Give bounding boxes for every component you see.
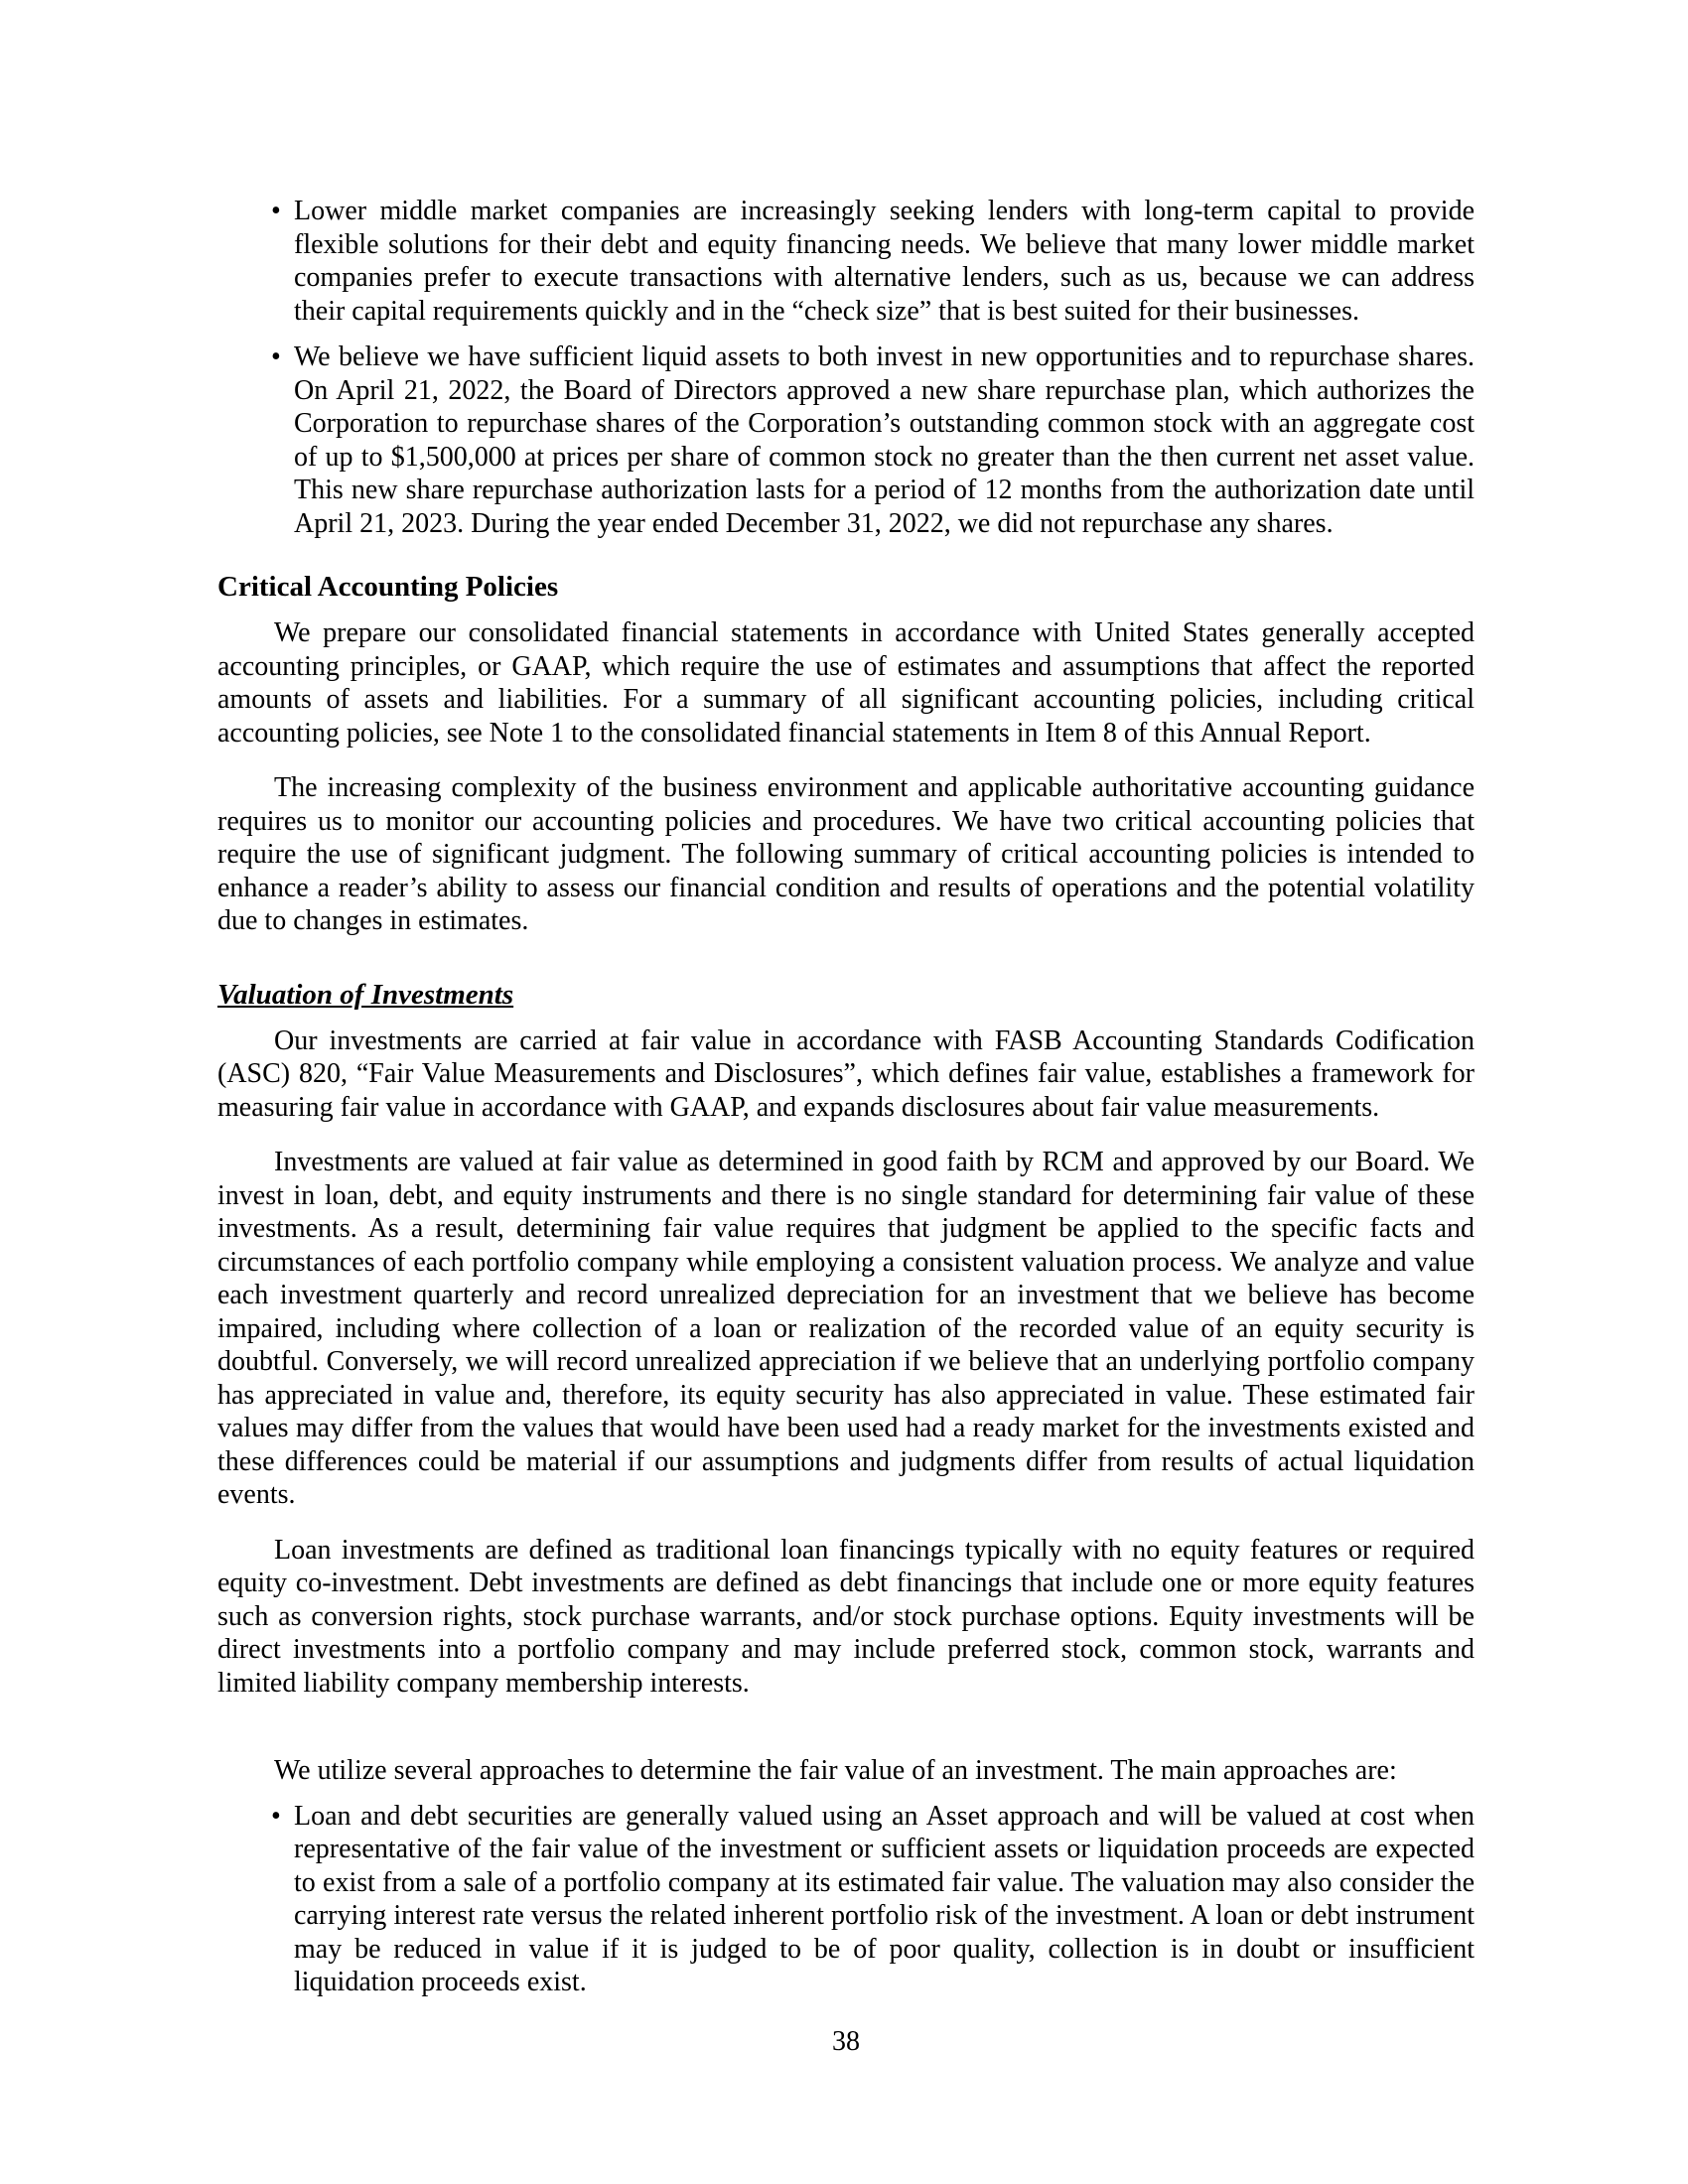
paragraph: Loan investments are defined as traditional loan financings typically with no equity features or required equity co-investment. Debt investments are defined as debt financings that include one or more equity features such as conversion rights, stock purchase warrants, and/or stock purchase options. Equity investments will be direct investments into a portfolio company and may include preferred stock, common stock, warrants and limited liability company membership interests. <box>217 1534 1475 1699</box>
list-item <box>217 195 1475 328</box>
bullet-text: We believe we have sufficient liquid assets to both invest in new opportunities and to repurchase shares. On April 21, 2022, the Board of Directors approved a new share repurchase plan, which authorizes the Corporation to repurchase shares of the Corporation’s outstanding common stock with an aggregate cost of up to $1,500,000 at prices per share of common stock no greater than the then current net asset value. This new share repurchase authorization lasts for a period of 12 months from the authorization date until April 21, 2023. During the year ended December 31, 2022, we did not repurchase any shares. <box>294 341 1475 539</box>
bullet-icon: • <box>271 196 281 226</box>
list-item <box>217 341 1475 540</box>
bullet-text: Lower middle market companies are increasingly seeking lenders with long-term capital to provide flexible solutions for their debt and equity financing needs. We believe that many lower middle market companies prefer to execute transactions with alternative lenders, such as us, because we can address their capital requirements quickly and in the “check size” that is best suited for their businesses. <box>294 196 1475 327</box>
paragraph: The increasing complexity of the business environment and applicable authoritative accounting guidance requires us to monitor our accounting policies and procedures. We have two critical accounting policies that require the use of significant judgment. The following summary of critical accounting policies is intended to enhance a reader’s ability to assess our financial condition and results of operations and the potential volatility due to changes in estimates. <box>217 772 1475 936</box>
paragraph: Investments are valued at fair value as determined in good faith by RCM and approved by our Board. We invest in loan, debt, and equity instruments and there is no single standard for determining fair value of these investments. As a result, determining fair value requires that judgment be applied to the specific facts and circumstances of each portfolio company while employing a consistent valuation process. We analyze and value each investment quarterly and record unrealized depreciation for an investment that we believe has become impaired, including where collection of a loan or realization of the recorded value of an equity security is doubtful. Conversely, we will record unrealized appreciation if we believe that an underlying portfolio company has appreciated in value and, therefore, its equity security has also appreciated in value. These estimated fair values may differ from the values that would have been used had a ready market for the investments existed and these differences could be material if our assumptions and judgments differ from results of actual liquidation events. <box>217 1147 1475 1510</box>
paragraph: We prepare our consolidated financial statements in accordance with United States generally accepted accounting principles, or GAAP, which require the use of estimates and assumptions that affect the reported amounts of assets and liabilities. For a summary of all significant accounting policies, including critical accounting policies, see Note 1 to the consolidated financial statements in Item 8 of this Annual Report. <box>217 617 1475 749</box>
list-item <box>217 1800 1475 1999</box>
page-number: 38 <box>832 2025 860 2057</box>
section-heading-critical-accounting-policies: Critical Accounting Policies <box>217 571 559 603</box>
approaches-bullet-list <box>217 1800 1475 1999</box>
subsection-heading-valuation-of-investments: Valuation of Investments <box>217 978 514 1011</box>
paragraph: Our investments are carried at fair value in accordance with FASB Accounting Standards Codification (ASC) 820, “Fair Value Measurements and Disclosures”, which defines fair value, establishes a framework for measuring fair value in accordance with GAAP, and expands disclosures about fair value measurements. <box>217 1024 1475 1123</box>
bullet-icon: • <box>271 1800 281 1832</box>
top-bullet-list <box>217 195 1475 540</box>
paragraph-approaches-intro: We utilize several approaches to determine the fair value of an investment. The main approaches are: <box>274 1755 1397 1786</box>
bullet-text: Loan and debt securities are generally valued using an Asset approach and will be valued at cost when representative of the fair value of the investment or sufficient assets or liquidation proceeds are expected to exist from a sale of a portfolio company at its estimated fair value. The valuation may also consider the carrying interest rate versus the related inherent portfolio risk of the investment. A loan or debt instrument may be reduced in value if it is judged to be of poor quality, collection is in doubt or insufficient liquidation proceeds exist. <box>294 1800 1475 1997</box>
bullet-icon: • <box>271 341 281 372</box>
